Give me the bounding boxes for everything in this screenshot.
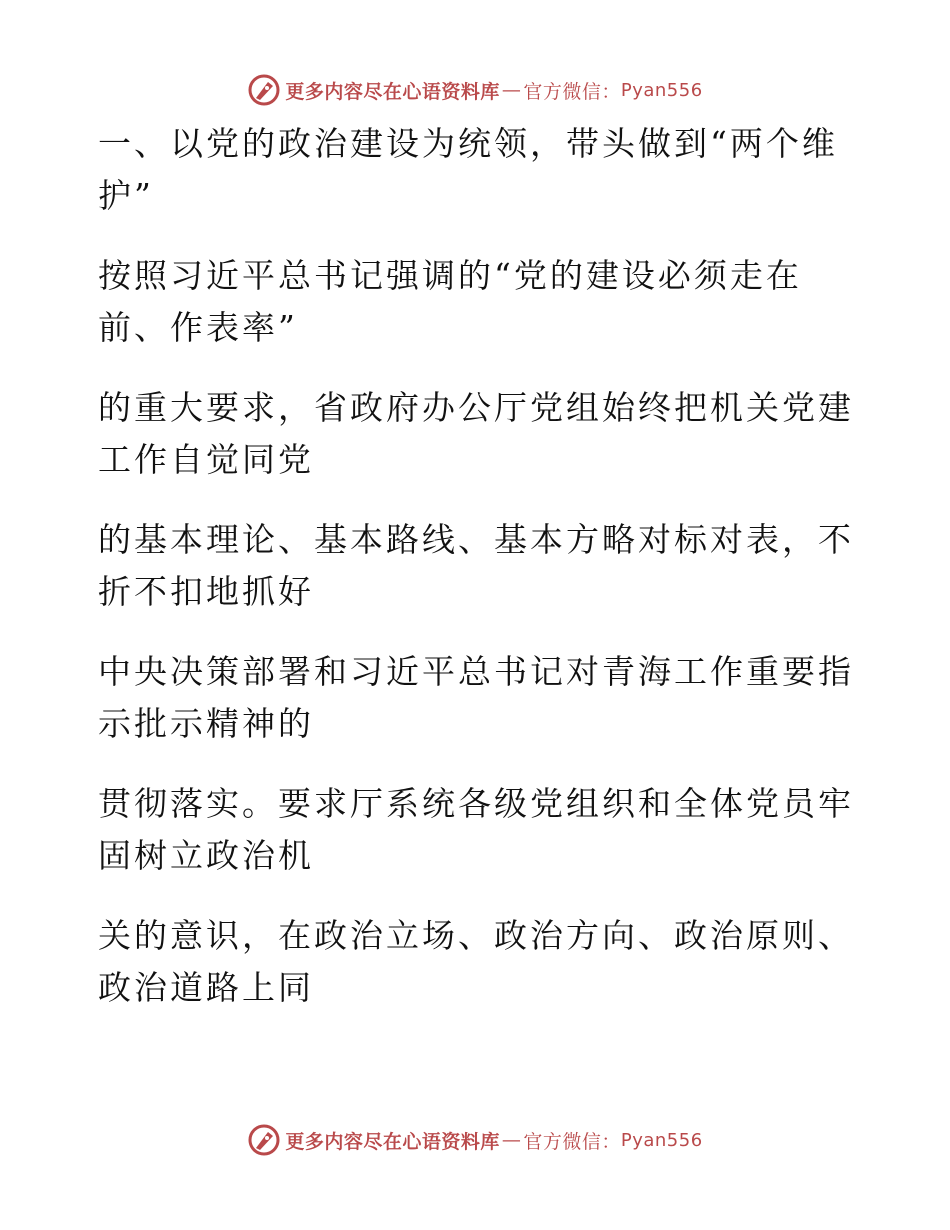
watermark-label: 官方微信： [523,1130,621,1153]
paragraph-6 [98,778,854,882]
header-watermark [0,70,950,110]
watermark-handle: Pyan556 [620,1129,703,1151]
watermark-handle: Pyan556 [620,79,703,101]
paragraph-line: 中央决策部署和习近平总书记对青海工作重要指 [98,652,854,691]
watermark-separator: — [501,79,522,101]
paragraph-3 [98,382,854,486]
paragraph-line: 关的意识，在政治立场、政治方向、政治原则、 [98,916,854,955]
paragraph-line: 按照习近平总书记强调的“党的建设必须走在 [98,256,802,295]
paragraph-line: 护” [98,176,154,215]
paragraph-line: 示批示精神的 [98,704,314,743]
paragraph-line: 一、以党的政治建设为统领，带头做到“两个维 [98,124,838,163]
paragraph-line: 的基本理论、基本路线、基本方略对标对表，不 [98,520,854,559]
document-body [98,118,854,1042]
footer-watermark [0,1120,950,1160]
watermark-brand: 更多内容尽在心语资料库 [285,80,500,103]
paragraph-5 [98,646,854,750]
paragraph-line: 政治道路上同 [98,968,314,1007]
paragraph-line: 的重大要求，省政府办公厅党组始终把机关党建 [98,388,854,427]
paragraph-line: 固树立政治机 [98,836,314,875]
pen-nib-logo-icon [247,73,281,107]
paragraph-line: 折不扣地抓好 [98,572,314,611]
paragraph-7 [98,910,854,1014]
paragraph-4 [98,514,854,618]
paragraph-line: 贯彻落实。要求厅系统各级党组织和全体党员牢 [98,784,854,823]
paragraph-1 [98,118,838,222]
watermark-separator: — [501,1129,522,1151]
watermark-label: 官方微信： [523,80,621,103]
paragraph-line: 工作自觉同党 [98,440,314,479]
paragraph-line: 前、作表率” [98,308,298,347]
watermark-brand: 更多内容尽在心语资料库 [285,1130,500,1153]
paragraph-2 [98,250,838,354]
pen-nib-logo-icon [247,1123,281,1157]
